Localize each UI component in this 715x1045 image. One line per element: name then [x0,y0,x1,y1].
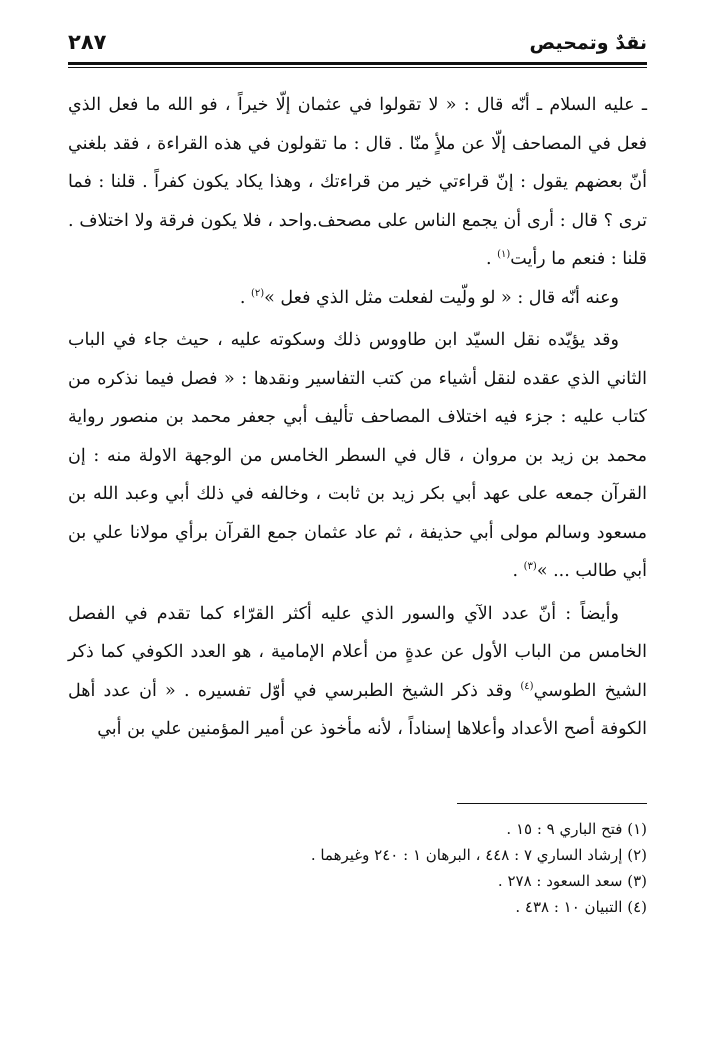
page-header [68,28,647,64]
paragraph-2: وعنه أنّه قال : « لو ولّيت لفعلت مثل الذي فعل »$^{(٢)}$ . [239,287,619,308]
paragraph-4: وأيضاً : أنّ عدد الآي والسور الذي عليه أكثر القرّاء كما تقدم في الفصل الخامس من الباب الأول عن عدةٍ من أعلام الإمامية ، هو العدد الكوفي كما ذكر الشيخ الطوسي$^{(٤)}$ وقد ذكر الشيخ الطبرسي في أوّل تفسيره . « أن عدد أهل الكوفة أصح الأعداد وأعلاها إسناداً ، لأنه مأخوذ عن أمير المؤمنين علي بن أبي [68,603,647,739]
running-title: نقدٌ وتمحيص [529,32,647,54]
main-text [68,86,647,749]
footnote-3: (٣) سعد السعود : ٢٧٨ . [497,872,647,890]
paragraph-1: ـ عليه السلام ـ أنّه قال : « لا تقولوا في عثمان إلّا خيراً ، فو الله ما فعل الذي فعل في المصاحف إلّا عن ملأٍ منّا . قال : ما تقولون في هذه القراءة ، فقد بلغني أنّ بعضهم يقول : إنّ قراءتي خير من قراءتك ، وهذا يكاد يكون كفراً . قلنا : فما ترى ؟ قال : أرى أن يجمع الناس على مصحف.واحد ، فلا يكون فرقة ولا اختلاف . قلنا : فنعم ما رأيت$^{(١)}$ . [68,95,647,269]
footnotes [68,816,647,920]
page-number: ٢٨٧ [68,30,107,54]
footnote-1: (١) فتح الباري ٩ : ١٥ . [506,820,647,838]
header-rule-thick [68,62,647,65]
paragraph-3: وقد يؤيّده نقل السيّد ابن طاووس ذلك وسكوته عليه ، حيث جاء في الباب الثاني الذي عقده لنقل أشياء من كتب التفاسير ونقدها : « فصل فيما نذكره من كتاب عليه : جزء فيه اختلاف المصاحف تأليف أبي جعفر محمد بن منصور رواية محمد بن زيد بن مروان ، قال في السطر الخامس من الوجهة الاولة منه : إن القرآن جمعه على عهد أبي بكر زيد بن ثابت ، وخالفه في ذلك أبي وعبد الله بن مسعود وسالم مولى أبي حذيفة ، ثم عاد عثمان جمع القرآن برأي مولانا علي بن أبي طالب ... »$^{(٣)}$ . [68,330,647,581]
footnote-4: (٤) التبيان ١٠ : ٤٣٨ . [515,898,647,916]
note-ref-3: (٣) [523,561,537,573]
footnote-2: (٢) إرشاد الساري ٧ : ٤٤٨ ، البرهان ١ : ٢٤٠ وغيرهما . [310,846,647,864]
header-rule-thin [68,67,647,68]
note-ref-2: (٢) [250,287,265,299]
footnote-separator [457,803,647,804]
note-ref-4: (٤) [520,680,534,692]
note-ref-1: (١) [497,249,511,261]
